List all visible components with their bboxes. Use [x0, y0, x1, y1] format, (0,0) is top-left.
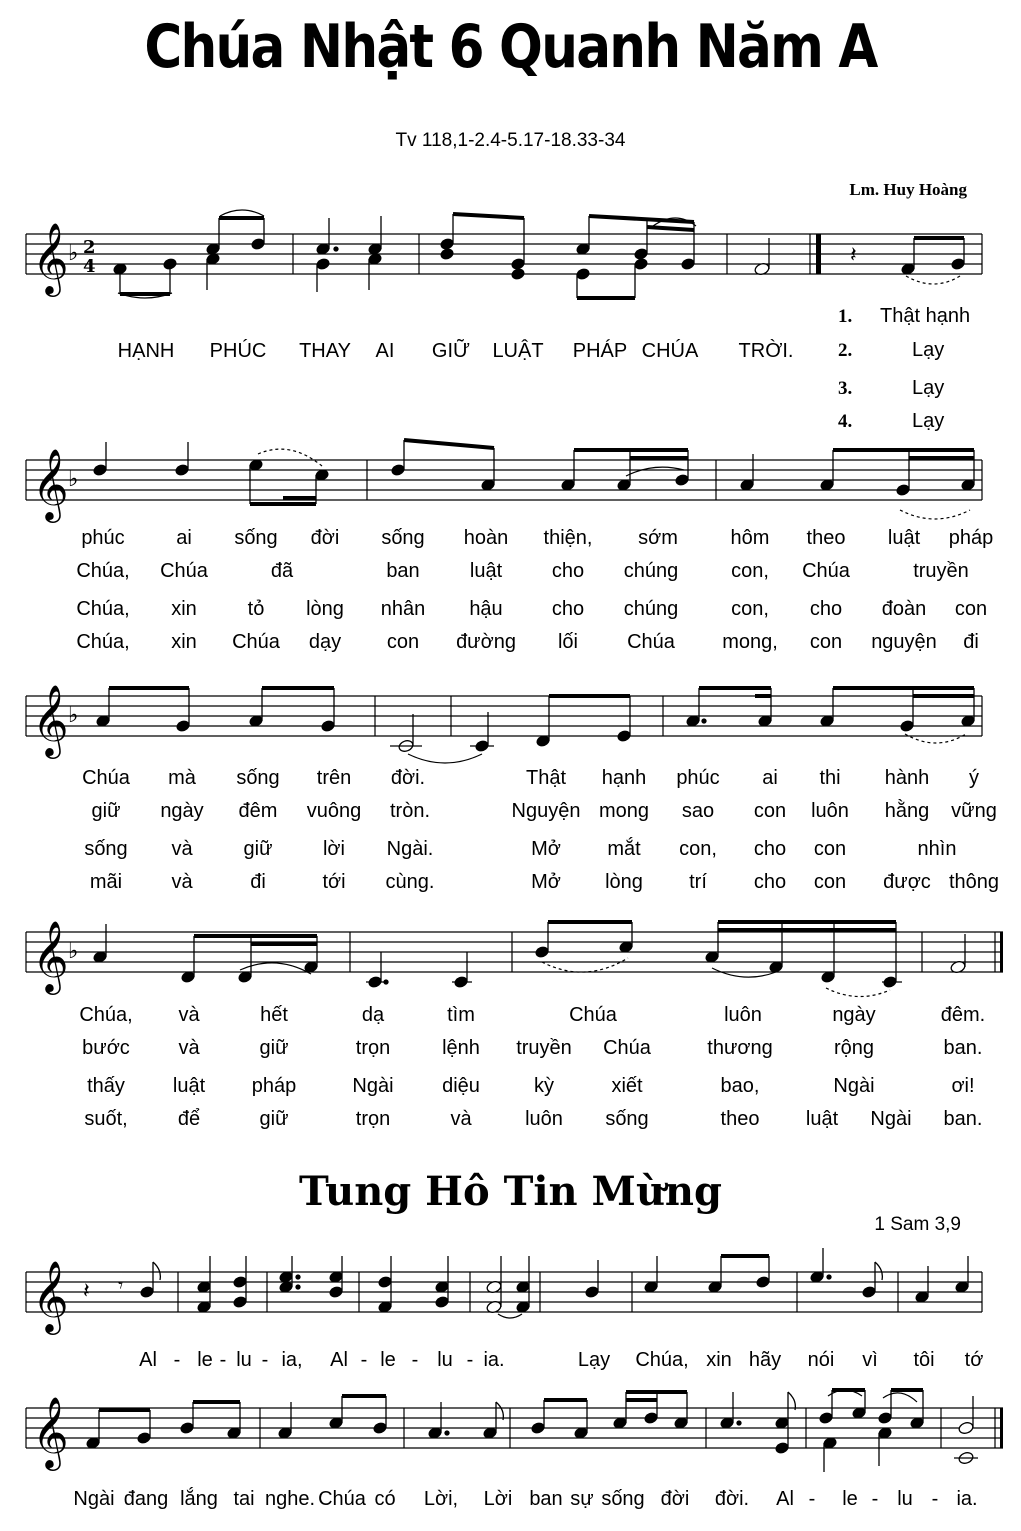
lyric-word: Chúa	[603, 1037, 651, 1059]
lyric-word: đêm	[238, 800, 278, 822]
lyric-word: giữ	[243, 838, 273, 860]
lyric-word: dạy	[308, 631, 342, 653]
lyric-word: tròn.	[389, 800, 431, 822]
lyric-word: Nguyện	[511, 800, 581, 822]
lyric-word: ia,	[281, 1349, 303, 1371]
lyric-word: để	[177, 1108, 201, 1130]
lyric-word: mắt	[607, 838, 641, 860]
lyric-word: đời	[660, 1488, 690, 1510]
lyric-word: phúc	[81, 527, 125, 549]
lyric-word: le	[842, 1488, 858, 1510]
time-signature-bottom: 4	[83, 256, 96, 277]
lyric-word: -	[219, 1349, 227, 1371]
lyric-word: cho	[551, 598, 585, 620]
lyric-word: tới	[322, 871, 346, 893]
lyric-word: lệnh	[442, 1037, 480, 1059]
lyric-word: và	[171, 838, 193, 860]
lyric-word: đã	[270, 560, 294, 582]
lyric-word: con,	[731, 560, 769, 582]
lyric-word: sống	[234, 527, 278, 549]
verse-2-lyrics-line-1	[0, 560, 1021, 590]
psalm-reference: Tv 118,1-2.4-5.17-18.33-34	[395, 130, 626, 151]
lyric-word: trọn	[355, 1108, 391, 1130]
lyric-word: ia.	[483, 1349, 505, 1371]
lyric-word: lối	[557, 631, 579, 653]
lyric-word: truyền	[913, 560, 969, 582]
lyric-word: AI	[375, 340, 395, 362]
lyric-word: đang	[123, 1488, 169, 1510]
verse-2-lyrics-line-2	[0, 800, 1021, 830]
quarter-rest-icon: 𝄽	[83, 1279, 90, 1304]
lyric-word: và	[171, 871, 193, 893]
lyric-word: THAY	[299, 340, 351, 362]
treble-clef-icon: 𝄞	[32, 1395, 69, 1468]
lyric-word: con	[813, 838, 847, 860]
lyric-word: luôn	[525, 1108, 563, 1130]
staff-system-1	[0, 200, 1021, 310]
lyric-word: PHÚC	[209, 340, 267, 362]
section-title: Tung Hô Tin Mừng	[299, 1168, 722, 1215]
lyric-word: pháp	[251, 1075, 297, 1097]
lyric-word: ngày	[832, 1004, 876, 1026]
verse-number-4: 4.	[838, 411, 853, 432]
lyric-word: ban	[529, 1488, 563, 1510]
lyric-word: đời.	[714, 1488, 750, 1510]
lyric-word: -	[931, 1488, 939, 1510]
lyric-word: đi	[963, 631, 979, 653]
verse-4-lyrics-line-2	[0, 871, 1021, 901]
lyric-word: Lạy	[577, 1349, 611, 1371]
lyric-word: Ngài	[352, 1075, 394, 1097]
lyric-word: pháp	[948, 527, 994, 549]
lyric-word: thiện,	[543, 527, 593, 549]
lyric-word: Chúa	[802, 560, 850, 582]
lyric-word: đời	[310, 527, 340, 549]
lyric-word: hành	[884, 767, 930, 789]
lyric-word: theo	[806, 527, 846, 549]
lyric-word: Chúa	[232, 631, 280, 653]
treble-clef-icon: 𝄞	[32, 1259, 69, 1332]
double-barline	[816, 234, 821, 274]
lyric-word: PHÁP	[572, 340, 628, 362]
lyric-word: trọn	[355, 1037, 391, 1059]
lyric-word: thương	[707, 1037, 773, 1059]
lyric-word: có	[374, 1488, 396, 1510]
flat-icon: ♭	[68, 467, 79, 492]
lyric-word: sống	[381, 527, 425, 549]
verse-number-2: 2.	[838, 340, 853, 361]
verse-4-lyrics-line-1	[0, 631, 1021, 661]
lyric-word: tai	[233, 1488, 255, 1510]
lyric-word: hôm	[730, 527, 770, 549]
lyric-word: Chúa,	[76, 598, 130, 620]
lyric-word: diệu	[442, 1075, 480, 1097]
lyric-word: -	[360, 1349, 368, 1371]
composer-name: Lm. Huy Hoàng	[849, 180, 967, 199]
flat-icon: ♭	[68, 939, 79, 964]
lyric-word: Chúa	[318, 1488, 366, 1510]
lyric-word: giữ	[91, 800, 121, 822]
gospel-reference: 1 Sam 3,9	[874, 1214, 961, 1235]
lyric-word: thông	[948, 871, 1000, 893]
lyric-word: lòng	[306, 598, 344, 620]
lyric-word: xin	[706, 1349, 732, 1371]
lyric-word: hãy	[748, 1349, 782, 1371]
lyric-word: thi	[819, 767, 841, 789]
verse-start-2: Lạy	[912, 339, 945, 361]
lyric-word: hoàn	[463, 527, 509, 549]
verse-start-3: Lạy	[912, 377, 945, 399]
lyric-word: đường	[456, 631, 516, 653]
lyric-word: Chúa,	[635, 1349, 689, 1371]
lyric-word: được	[883, 871, 931, 893]
lyric-word: -	[466, 1349, 474, 1371]
lyric-word: cùng.	[385, 871, 435, 893]
final-barline	[1000, 1408, 1003, 1448]
lyric-word: lắng	[180, 1488, 218, 1510]
lyric-word: nói	[807, 1349, 835, 1371]
lyric-word: sống	[605, 1108, 649, 1130]
lyric-word: mãi	[89, 871, 123, 893]
lyric-word: rộng	[833, 1037, 875, 1059]
lyric-word: bước	[82, 1037, 130, 1059]
verse-number-3: 3.	[838, 378, 853, 399]
lyric-word: -	[871, 1488, 879, 1510]
lyric-word: mong,	[722, 631, 778, 653]
lyric-word: luật	[469, 560, 503, 582]
lyric-word: luôn	[724, 1004, 762, 1026]
alleluia-lyrics-line-2	[0, 1488, 1021, 1518]
lyric-word: tỏ	[247, 598, 265, 620]
refrain-lyrics	[0, 340, 1021, 370]
lyric-word: lu	[437, 1349, 453, 1371]
lyric-word: sao	[681, 800, 715, 822]
lyric-word: giữ	[259, 1108, 289, 1130]
lyric-word: suốt,	[84, 1108, 128, 1130]
lyric-word: tớ	[964, 1349, 984, 1371]
verse-1-lyrics-line-2	[0, 767, 1021, 797]
lyric-word: Ngài	[73, 1488, 115, 1510]
staff-system-6	[0, 1388, 1021, 1488]
lyric-word: cho	[551, 560, 585, 582]
page-title: Chúa Nhật 6 Quanh Năm A	[144, 12, 877, 82]
lyric-word: -	[411, 1349, 419, 1371]
lyric-word: nhìn	[917, 838, 957, 860]
staff-system-4	[0, 912, 1021, 1012]
lyric-word: đi	[250, 871, 266, 893]
lyric-word: và	[450, 1108, 472, 1130]
lyric-word: Chúa,	[79, 1004, 133, 1026]
verse-start-4: Lạy	[912, 410, 945, 432]
lyric-word: ban	[386, 560, 420, 582]
flat-icon: ♭	[68, 703, 79, 728]
lyric-word: xin	[171, 631, 197, 653]
time-signature-top: 2	[83, 237, 96, 258]
lyric-word: Chúa	[627, 631, 675, 653]
lyric-word: Ngài.	[386, 838, 434, 860]
staff-system-2	[0, 440, 1021, 530]
lyric-word: lòng	[605, 871, 643, 893]
lyric-word: xin	[171, 598, 197, 620]
lyric-word: ai	[176, 527, 192, 549]
lyric-word: HẠNH	[117, 340, 175, 362]
lyric-word: kỳ	[534, 1075, 554, 1097]
lyric-word: Ngài	[833, 1075, 875, 1097]
lyric-word: LUẬT	[492, 340, 544, 362]
lyric-word: hằng	[884, 800, 930, 822]
lyric-word: hết	[260, 1004, 288, 1026]
lyric-word: con	[386, 631, 420, 653]
lyric-word: tôi	[913, 1349, 935, 1371]
lyric-word: hậu	[469, 598, 503, 620]
lyric-word: vững	[951, 800, 997, 822]
lyric-word: chúng	[623, 598, 679, 620]
lyric-word: con	[954, 598, 988, 620]
lyric-word: ngày	[160, 800, 204, 822]
lyric-word: Chúa,	[76, 560, 130, 582]
lyric-word: luôn	[811, 800, 849, 822]
lyric-word: luật	[805, 1108, 839, 1130]
lyric-word: nhân	[380, 598, 426, 620]
lyric-word: Thật	[525, 767, 567, 789]
lyric-word: le	[197, 1349, 213, 1371]
lyric-word: ban.	[943, 1108, 983, 1130]
lyric-word: giữ	[259, 1037, 289, 1059]
lyric-word: đoàn	[881, 598, 927, 620]
treble-clef-icon: 𝄞	[32, 221, 69, 294]
lyric-word: Lời,	[423, 1488, 459, 1510]
lyric-word: luật	[172, 1075, 206, 1097]
lyric-word: le	[380, 1349, 396, 1371]
lyric-word: cho	[753, 871, 787, 893]
flat-icon: ♭	[68, 241, 79, 266]
verse-4-lyrics-line-3	[0, 1108, 1021, 1138]
lyric-word: ia.	[956, 1488, 978, 1510]
lyric-word: Al	[776, 1488, 794, 1510]
lyric-word: con	[809, 631, 843, 653]
staff-system-3	[0, 676, 1021, 776]
lyric-word: GIỮ	[431, 340, 471, 362]
lyric-word: con,	[731, 598, 769, 620]
lyric-word: cho	[809, 598, 843, 620]
verse-1-lyrics-line-1	[0, 527, 1021, 557]
lyric-word: ơi!	[951, 1075, 975, 1097]
lyric-word: lời	[322, 838, 346, 860]
lyric-word: và	[178, 1004, 200, 1026]
lyric-word: sống	[601, 1488, 645, 1510]
lyric-word: và	[178, 1037, 200, 1059]
lyric-word: sớm	[638, 527, 678, 549]
lyric-word: con	[753, 800, 787, 822]
lyric-word: đêm.	[940, 1004, 986, 1026]
lyric-word: ban.	[943, 1037, 983, 1059]
staff-system-5	[0, 1252, 1021, 1342]
lyric-word: chúng	[623, 560, 679, 582]
verse-number-1: 1.	[838, 306, 853, 327]
lyric-word: cho	[753, 838, 787, 860]
verse-3-lyrics-line-1	[0, 598, 1021, 628]
lyric-word: dạ	[361, 1004, 385, 1026]
lyric-word: thấy	[87, 1075, 125, 1097]
lyric-word: -	[261, 1349, 269, 1371]
lyric-word: con,	[679, 838, 717, 860]
lyric-word: Ngài	[870, 1108, 912, 1130]
lyric-word: Chúa	[160, 560, 208, 582]
verse-2-lyrics-line-3	[0, 1037, 1021, 1067]
verse-3-lyrics-line-2	[0, 838, 1021, 868]
lyric-word: bao,	[720, 1075, 760, 1097]
lyric-word: sống	[84, 838, 128, 860]
treble-clef-icon: 𝄞	[32, 447, 69, 520]
lyric-word: CHÚA	[641, 340, 699, 362]
lyric-word: truyền	[516, 1037, 572, 1059]
lyric-word: Chúa	[82, 767, 130, 789]
lyric-word: -	[808, 1488, 816, 1510]
lyric-word: Lời	[483, 1488, 513, 1510]
lyric-word: Al	[139, 1349, 157, 1371]
lyric-word: nghe.	[264, 1488, 316, 1510]
lyric-word: trên	[316, 767, 352, 789]
lyric-word: Chúa	[569, 1004, 617, 1026]
alleluia-lyrics-line-1	[0, 1349, 1021, 1379]
lyric-word: sống	[236, 767, 280, 789]
lyric-word: hạnh	[601, 767, 647, 789]
verse-3-lyrics-line-3	[0, 1075, 1021, 1105]
lyric-word: -	[173, 1349, 181, 1371]
final-barline	[1000, 932, 1003, 972]
quarter-rest-icon: 𝄽	[850, 243, 857, 268]
verse-1-lyrics-line-3	[0, 1004, 1021, 1034]
lyric-word: theo	[720, 1108, 760, 1130]
lyric-word: đời.	[390, 767, 426, 789]
lyric-word: lu	[897, 1488, 913, 1510]
lyric-word: Mở	[531, 838, 561, 860]
treble-clef-icon: 𝄞	[32, 683, 69, 756]
lyric-word: phúc	[676, 767, 720, 789]
lyric-word: nguyện	[871, 631, 937, 653]
lyric-word: luật	[887, 527, 921, 549]
lyric-word: xiết	[611, 1075, 643, 1097]
lyric-word: Chúa,	[76, 631, 130, 653]
lyric-word: vì	[862, 1349, 878, 1371]
lyric-word: TRỜI.	[738, 340, 794, 362]
lyric-word: con	[813, 871, 847, 893]
lyric-word: tìm	[447, 1004, 475, 1026]
lyric-word: Al	[330, 1349, 348, 1371]
lyric-word: mà	[168, 767, 196, 789]
lyric-word: vuông	[306, 800, 362, 822]
lyric-word: lu	[236, 1349, 252, 1371]
lyric-word: ai	[762, 767, 778, 789]
lyric-word: mong	[598, 800, 650, 822]
lyric-word: trí	[689, 871, 707, 893]
treble-clef-icon: 𝄞	[32, 919, 69, 992]
lyric-word: sự	[570, 1488, 594, 1510]
eighth-rest-icon: 𝄾	[118, 1273, 124, 1297]
lyric-word: ý	[969, 767, 979, 789]
lyric-word: Mở	[531, 871, 561, 893]
verse-start-1: Thật hạnh	[880, 305, 971, 327]
